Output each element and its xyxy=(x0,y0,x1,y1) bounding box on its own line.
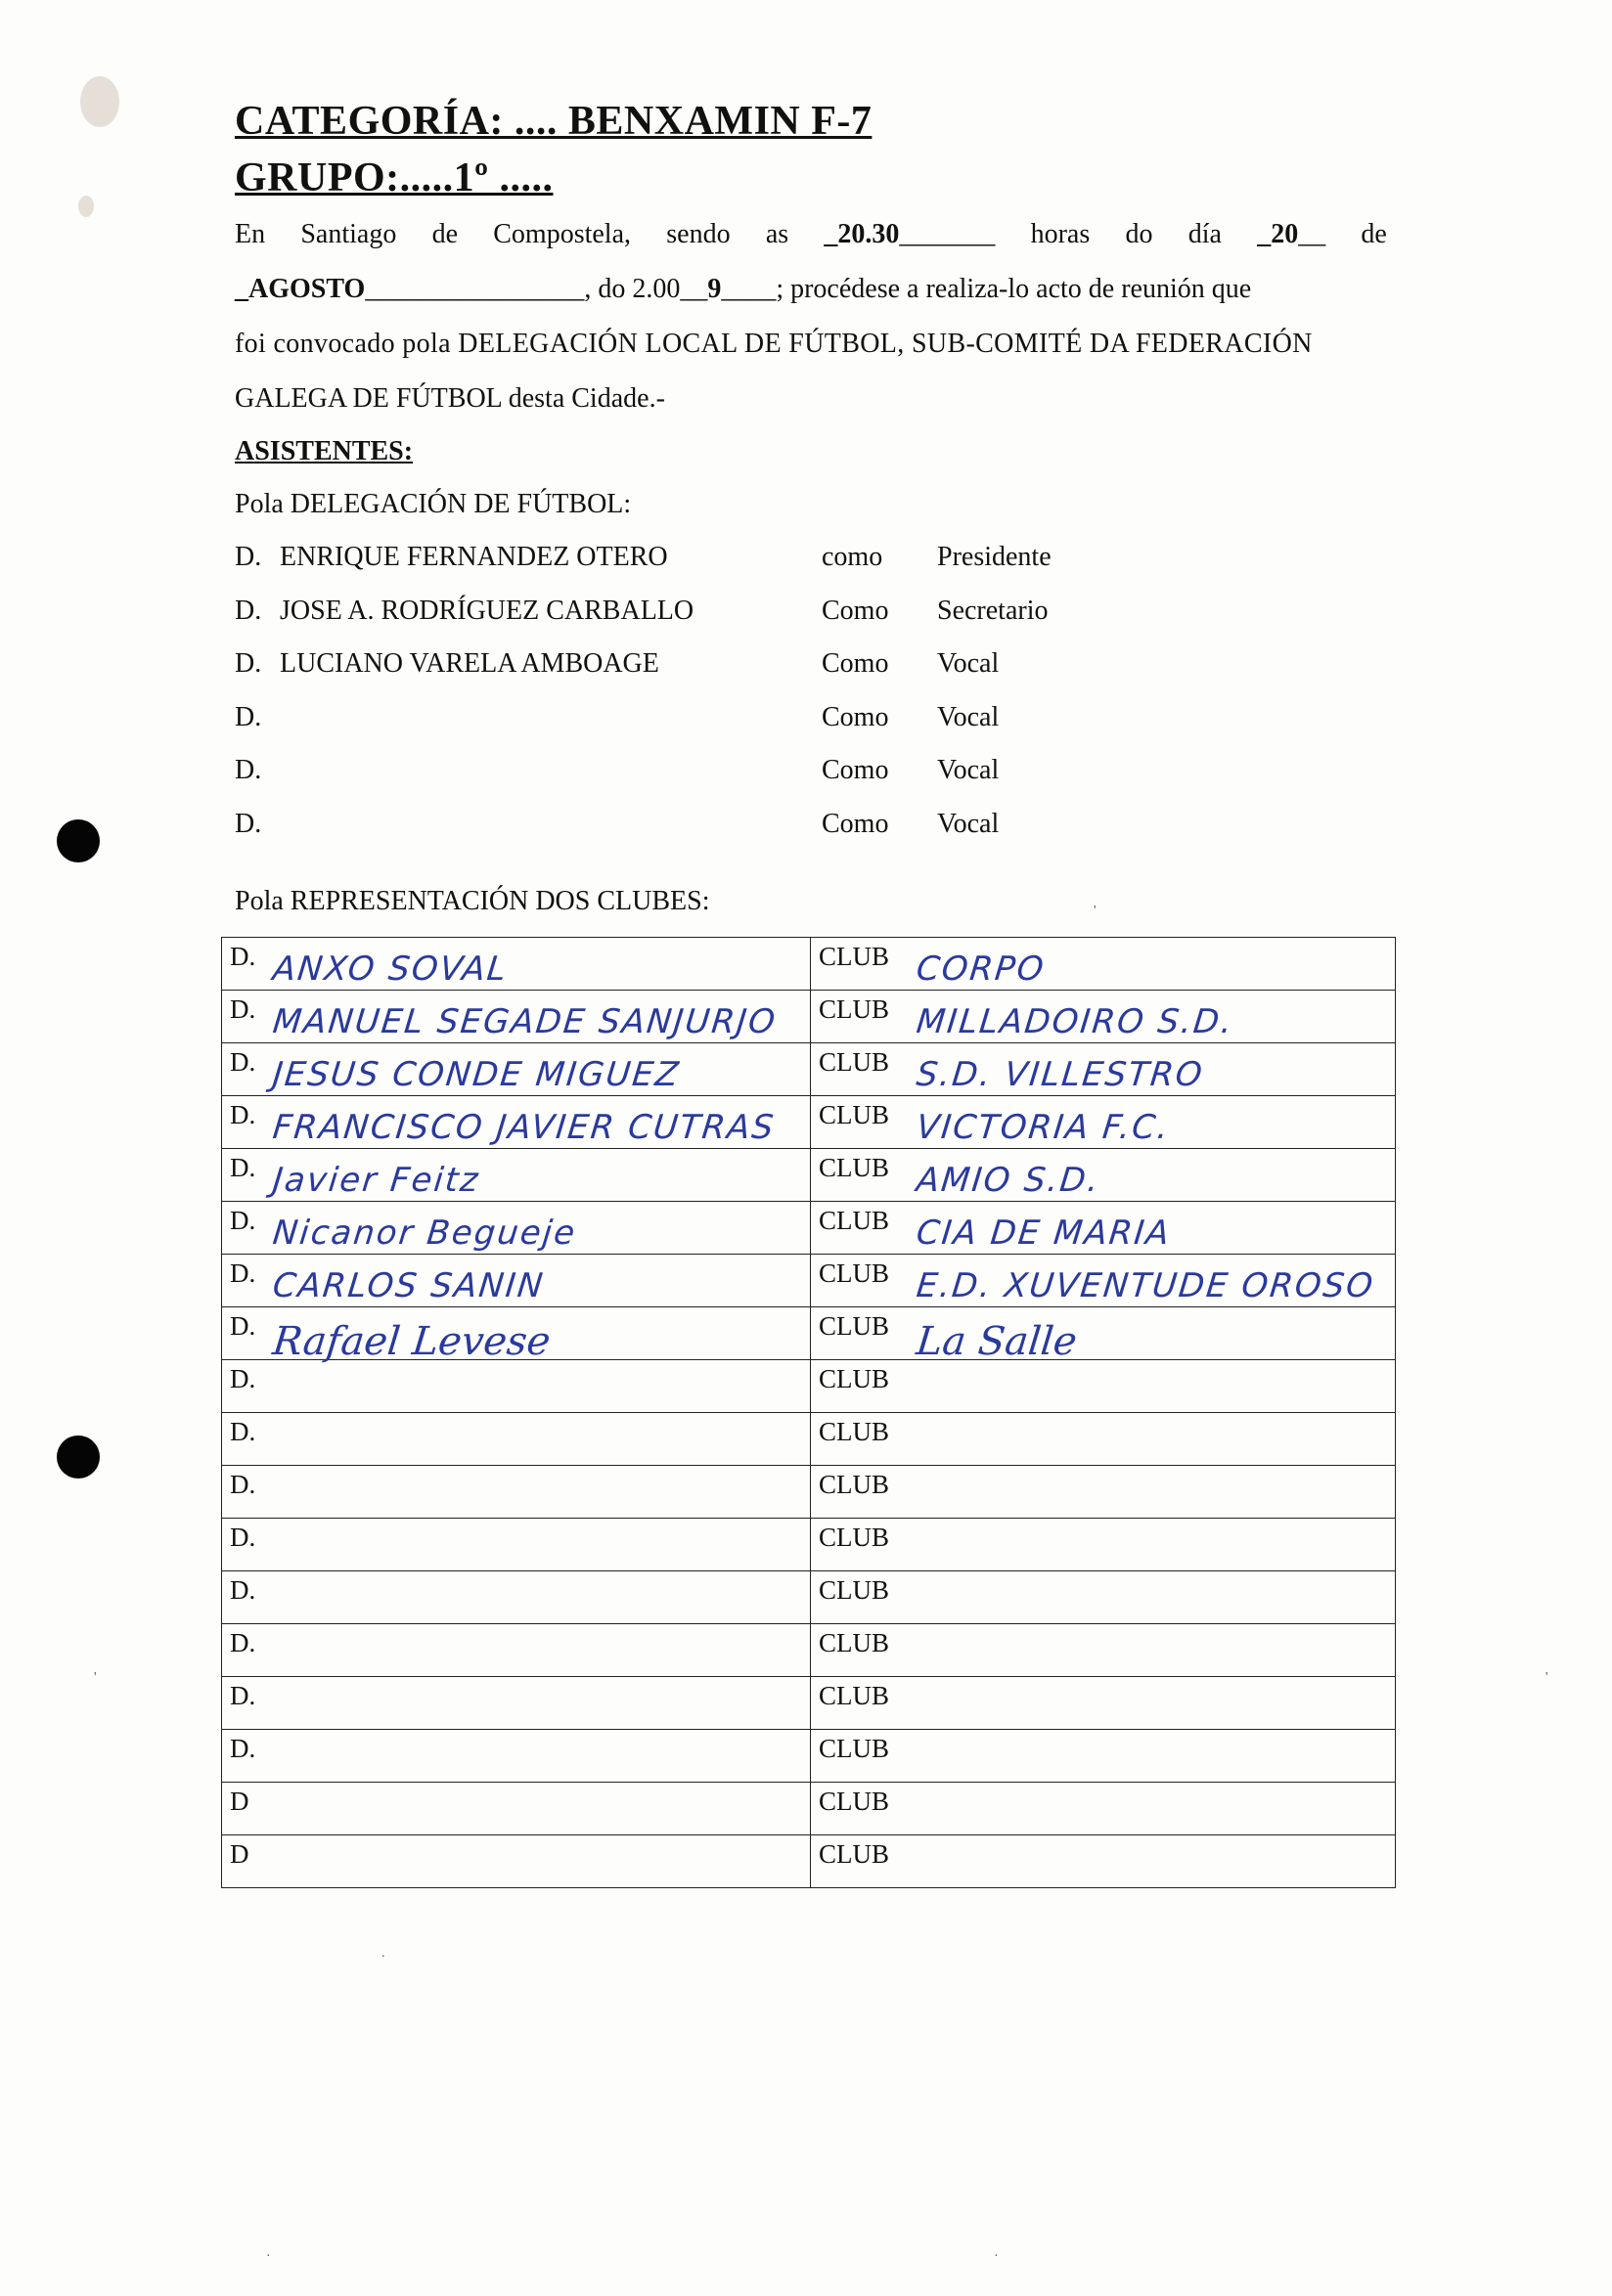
club-name-handwritten: S.D. VILLESTRO xyxy=(914,1055,1206,1094)
club-cell xyxy=(811,1255,1396,1307)
representative-prefix: D. xyxy=(230,1258,256,1288)
official-name: LUCIANO VARELA AMBOAGE xyxy=(280,648,659,679)
official-row xyxy=(235,596,1115,635)
club-label: CLUB xyxy=(819,994,890,1024)
year-blank: __ xyxy=(680,274,708,304)
representative-name-handwritten: JESUS CONDE MIGUEZ xyxy=(270,1055,683,1094)
official-row xyxy=(235,809,1115,848)
club-name-handwritten: E.D. XUVENTUDE OROSO xyxy=(914,1266,1377,1305)
representative-cell xyxy=(222,1624,811,1677)
club-label: CLUB xyxy=(819,1153,890,1182)
club-row xyxy=(222,991,1396,1043)
clubs-table-body xyxy=(222,938,1396,1888)
club-label: CLUB xyxy=(819,1100,890,1129)
representative-cell xyxy=(222,1730,811,1783)
representative-name-handwritten: FRANCISCO JAVIER CUTRAS xyxy=(270,1108,778,1147)
representative-prefix: D. xyxy=(230,1681,256,1710)
official-como: Como xyxy=(822,809,889,839)
club-row xyxy=(222,1149,1396,1202)
club-row xyxy=(222,1624,1396,1677)
official-role: Vocal xyxy=(937,809,1000,839)
club-cell xyxy=(811,1043,1396,1096)
club-label: CLUB xyxy=(819,1364,890,1393)
club-cell xyxy=(811,1360,1396,1413)
club-label: CLUB xyxy=(819,1839,890,1869)
club-name-handwritten: AMIO S.D. xyxy=(914,1161,1102,1200)
scan-speck: ' xyxy=(1094,904,1097,918)
representative-prefix: D. xyxy=(230,1100,256,1129)
official-role: Vocal xyxy=(937,702,1000,732)
club-row xyxy=(222,1519,1396,1571)
intro-text: ; procédese a realiza-lo acto de reunión que xyxy=(776,274,1252,304)
club-cell xyxy=(811,1624,1396,1677)
club-cell xyxy=(811,1307,1396,1364)
official-role: Presidente xyxy=(937,542,1052,572)
representative-prefix: D. xyxy=(230,1153,256,1182)
club-name-handwritten: La Salle xyxy=(914,1319,1080,1364)
club-row xyxy=(222,1202,1396,1255)
club-row xyxy=(222,1043,1396,1096)
scan-speck: . xyxy=(381,1946,385,1961)
representative-prefix: D xyxy=(230,1787,249,1816)
club-row xyxy=(222,938,1396,991)
representative-cell xyxy=(222,1835,811,1888)
intro-word: de xyxy=(1361,219,1387,249)
club-cell xyxy=(811,1677,1396,1730)
meeting-month: _AGOSTO________________ xyxy=(235,274,585,304)
official-prefix: D. xyxy=(235,809,262,839)
club-cell xyxy=(811,1571,1396,1624)
intro-line-4: GALEGA DE FÚTBOL desta Cidade.- xyxy=(235,383,665,414)
representative-cell xyxy=(222,1519,811,1571)
intro-word: Compostela, xyxy=(493,219,632,249)
club-cell xyxy=(811,1466,1396,1519)
official-row xyxy=(235,702,1115,741)
representative-cell xyxy=(222,1783,811,1835)
club-label: CLUB xyxy=(819,1311,890,1341)
official-role: Vocal xyxy=(937,648,1000,679)
representative-prefix: D. xyxy=(230,1734,256,1763)
club-cell xyxy=(811,1202,1396,1255)
club-label: CLUB xyxy=(819,1047,890,1077)
official-row xyxy=(235,542,1115,581)
official-prefix: D. xyxy=(235,596,262,626)
club-row xyxy=(222,1835,1396,1888)
representative-name-handwritten: ANXO SOVAL xyxy=(270,949,510,989)
intro-word: En xyxy=(235,219,266,249)
representative-prefix: D. xyxy=(230,942,256,971)
representative-cell xyxy=(222,1202,811,1255)
representative-cell xyxy=(222,1677,811,1730)
official-como: Como xyxy=(822,702,889,732)
club-label: CLUB xyxy=(819,1734,890,1763)
intro-word: horas xyxy=(1030,219,1091,249)
club-cell xyxy=(811,1096,1396,1149)
clubes-label: Pola REPRESENTACIÓN DOS CLUBES: xyxy=(235,886,710,916)
official-como: Como xyxy=(822,648,889,679)
club-row xyxy=(222,1307,1396,1360)
group-title: GRUPO:.....1º ..... xyxy=(235,155,554,200)
representative-prefix: D. xyxy=(230,1470,256,1499)
club-label: CLUB xyxy=(819,1628,890,1657)
meeting-day: _20__ xyxy=(1257,219,1326,249)
official-prefix: D. xyxy=(235,542,262,572)
official-como: Como xyxy=(822,755,889,785)
club-row xyxy=(222,1360,1396,1413)
club-name-handwritten: MILLADOIRO S.D. xyxy=(914,1002,1236,1041)
official-como: Como xyxy=(822,596,889,626)
representative-cell xyxy=(222,1096,811,1149)
representative-prefix: D. xyxy=(230,1206,256,1235)
club-label: CLUB xyxy=(819,1523,890,1552)
representative-prefix: D. xyxy=(230,1047,256,1077)
scan-stain xyxy=(78,196,94,217)
representative-cell xyxy=(222,1255,811,1307)
official-prefix: D. xyxy=(235,702,262,732)
official-role: Vocal xyxy=(937,755,1000,785)
official-prefix: D. xyxy=(235,755,262,785)
representative-prefix: D. xyxy=(230,1523,256,1552)
scan-stain xyxy=(80,76,119,127)
club-label: CLUB xyxy=(819,1417,890,1446)
scan-speck: · xyxy=(994,2249,999,2264)
official-como: como xyxy=(822,542,883,572)
club-name-handwritten: CORPO xyxy=(914,949,1048,989)
club-cell xyxy=(811,991,1396,1043)
intro-word: Santiago xyxy=(300,219,397,249)
club-row xyxy=(222,1783,1396,1835)
representative-cell xyxy=(222,1149,811,1202)
punch-hole-top xyxy=(57,819,100,862)
club-label: CLUB xyxy=(819,1681,890,1710)
official-name: JOSE A. RODRÍGUEZ CARBALLO xyxy=(280,596,694,626)
club-row xyxy=(222,1466,1396,1519)
scan-speck: · xyxy=(266,2249,271,2264)
intro-word: sendo xyxy=(666,219,731,249)
year-blank: ____ xyxy=(721,274,777,304)
category-title: CATEGORÍA: .... BENXAMIN F-7 xyxy=(235,99,873,144)
asistentes-heading: ASISTENTES: xyxy=(235,436,414,466)
representative-name-handwritten: Rafael Levese xyxy=(270,1319,553,1364)
club-cell xyxy=(811,1835,1396,1888)
official-name: ENRIQUE FERNANDEZ OTERO xyxy=(280,542,668,572)
representative-cell xyxy=(222,1571,811,1624)
meeting-year: 9 xyxy=(707,274,722,304)
representative-cell xyxy=(222,938,811,991)
club-label: CLUB xyxy=(819,1258,890,1288)
representative-name-handwritten: Nicanor Begueje xyxy=(270,1214,579,1253)
club-label: CLUB xyxy=(819,1470,890,1499)
club-label: CLUB xyxy=(819,942,890,971)
year-prefix: , do 2.00 xyxy=(584,274,681,304)
official-prefix: D. xyxy=(235,648,262,679)
clubs-table xyxy=(221,937,1396,1888)
representative-prefix: D. xyxy=(230,1417,256,1446)
representative-name-handwritten: MANUEL SEGADE SANJURJO xyxy=(270,1002,779,1041)
club-name-handwritten: CIA DE MARIA xyxy=(914,1214,1173,1253)
intro-word: do xyxy=(1125,219,1153,249)
representative-prefix: D. xyxy=(230,994,256,1024)
official-row xyxy=(235,755,1115,794)
club-label: CLUB xyxy=(819,1206,890,1235)
representative-prefix: D. xyxy=(230,1575,256,1605)
representative-name-handwritten: CARLOS SANIN xyxy=(270,1266,547,1305)
club-row xyxy=(222,1730,1396,1783)
club-cell xyxy=(811,1730,1396,1783)
delegacion-label: Pola DELEGACIÓN DE FÚTBOL: xyxy=(235,489,632,519)
club-cell xyxy=(811,938,1396,991)
intro-word: de xyxy=(431,219,459,249)
club-row xyxy=(222,1677,1396,1730)
club-cell xyxy=(811,1783,1396,1835)
intro-word: as xyxy=(765,219,789,249)
representative-name-handwritten: Javier Feitz xyxy=(270,1161,482,1200)
club-row xyxy=(222,1255,1396,1307)
representative-cell xyxy=(222,1043,811,1096)
club-label: CLUB xyxy=(819,1787,890,1816)
club-cell xyxy=(811,1519,1396,1571)
intro-word: día xyxy=(1187,219,1222,249)
representative-prefix: D. xyxy=(230,1628,256,1657)
representative-cell xyxy=(222,1413,811,1466)
club-row xyxy=(222,1096,1396,1149)
intro-line-2 xyxy=(235,274,1387,305)
club-name-handwritten: VICTORIA F.C. xyxy=(914,1108,1172,1147)
punch-hole-bottom xyxy=(57,1435,100,1479)
official-role: Secretario xyxy=(937,596,1049,626)
official-row xyxy=(235,648,1115,687)
representative-prefix: D xyxy=(230,1839,249,1869)
club-row xyxy=(222,1571,1396,1624)
scan-speck: ' xyxy=(1545,1670,1548,1685)
intro-line-1 xyxy=(235,219,1387,250)
club-row xyxy=(222,1413,1396,1466)
scan-speck: ' xyxy=(94,1670,97,1685)
representative-cell xyxy=(222,1466,811,1519)
club-label: CLUB xyxy=(819,1575,890,1605)
representative-prefix: D. xyxy=(230,1311,256,1341)
representative-cell xyxy=(222,1360,811,1413)
representative-cell xyxy=(222,1307,811,1364)
club-cell xyxy=(811,1413,1396,1466)
club-cell xyxy=(811,1149,1396,1202)
representative-prefix: D. xyxy=(230,1364,256,1393)
meeting-hour: _20.30_______ xyxy=(824,219,996,249)
representative-cell xyxy=(222,991,811,1043)
intro-line-3: foi convocado pola DELEGACIÓN LOCAL DE FÚTBOL, SUB-COMITÉ DA FEDERACIÓN xyxy=(235,329,1313,359)
